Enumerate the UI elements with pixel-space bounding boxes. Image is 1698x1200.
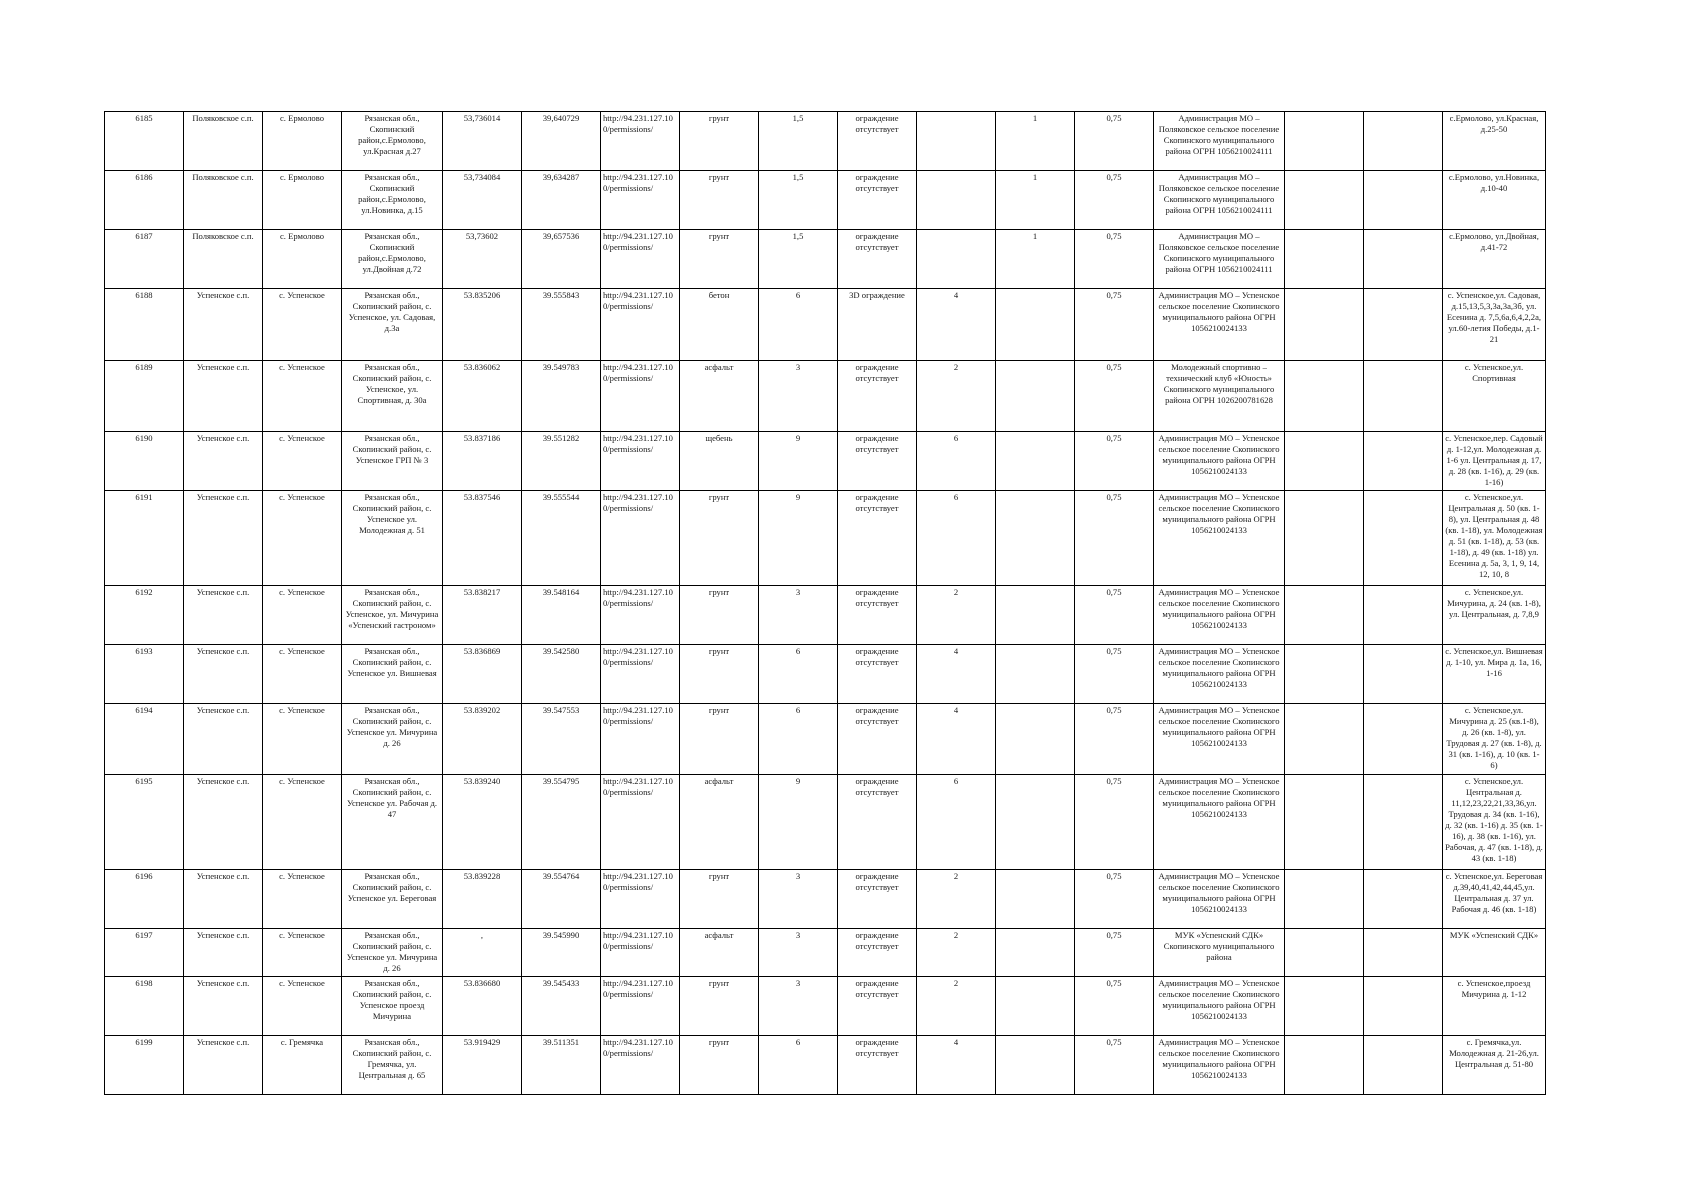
container-volume-cell: 0,75: [1075, 929, 1154, 977]
container-volume-cell: 0,75: [1075, 112, 1154, 171]
latitude-cell: 53,736014: [443, 112, 522, 171]
waste-sources-cell: с. Успенское,ул. Вишневая д. 1-10, ул. Мира д. 1а, 16, 1-16: [1443, 645, 1546, 704]
waste-sources-cell: с.Ермолово, ул.Красная, д.25-50: [1443, 112, 1546, 171]
owner-cell: Администрация МО – Успенское сельское поселение Скопинского муниципального района ОГРН 1056210024133: [1154, 704, 1285, 775]
fence-cell: ограждение отсутствует: [838, 112, 917, 171]
table-row: [105, 230, 1546, 289]
containers-count-cell: [917, 171, 996, 230]
settlement-cell: Поляковское с.п.: [184, 112, 263, 171]
locality-cell: с. Успенское: [263, 929, 342, 977]
address-cell: Рязанская обл., Скопинский район, с. Успенское, ул. Мичурина «Успенский гастроном»: [342, 586, 443, 645]
containers-count-cell: 6: [917, 432, 996, 491]
container-volume-cell: 0,75: [1075, 361, 1154, 432]
container-volume-cell: 0,75: [1075, 775, 1154, 870]
area-cell: 9: [759, 432, 838, 491]
waste-sources-cell: МУК «Успенский СДК»: [1443, 929, 1546, 977]
owner-cell: Администрация МО – Успенское сельское поселение Скопинского муниципального района ОГРН 1056210024133: [1154, 1036, 1285, 1095]
locality-cell: с. Успенское: [263, 870, 342, 929]
surface-cell: бетон: [680, 289, 759, 361]
longitude-cell: 39,634287: [522, 171, 601, 230]
settlement-cell: Поляковское с.п.: [184, 230, 263, 289]
locality-cell: с. Ермолово: [263, 230, 342, 289]
longitude-cell: 39,657536: [522, 230, 601, 289]
row-number: 6191: [105, 491, 184, 586]
locality-cell: с. Успенское: [263, 645, 342, 704]
owner-cell: Администрация МО – Поляковское сельское поселение Скопинского муниципального района ОГРН 1056210024111: [1154, 230, 1285, 289]
containers-extra-cell: [996, 289, 1075, 361]
empty-cell: [1364, 977, 1443, 1036]
waste-sources-cell: с. Успенское,ул. Береговая д.39,40,41,42,44,45,ул. Центральная д. 37 ул. Рабочая д. 46 (кв. 1-18): [1443, 870, 1546, 929]
area-cell: 3: [759, 361, 838, 432]
locality-cell: с. Успенское: [263, 704, 342, 775]
owner-cell: Администрация МО – Успенское сельское поселение Скопинского муниципального района ОГРН 1056210024133: [1154, 491, 1285, 586]
fence-cell: ограждение отсутствует: [838, 432, 917, 491]
longitude-cell: 39.554795: [522, 775, 601, 870]
waste-sources-cell: с. Успенское,ул. Центральная д. 50 (кв. 1-8), ул. Центральная д. 48 (кв. 1-18), ул. Молодежная д. 51 (кв. 1-18), д. 53 (кв. 1-18), д. 49 (кв. 1-18) ул. Есенина д. 5а, 3, 1, 9, 14, 12, 10, 8: [1443, 491, 1546, 586]
surface-cell: асфальт: [680, 361, 759, 432]
address-cell: Рязанская обл., Скопинский район, с. Успенское ГРП № 3: [342, 432, 443, 491]
settlement-cell: Успенское с.п.: [184, 361, 263, 432]
container-volume-cell: 0,75: [1075, 289, 1154, 361]
longitude-cell: 39.547553: [522, 704, 601, 775]
permissions-url-cell: http://94.231.127.100/permissions/: [601, 870, 680, 929]
owner-cell: Администрация МО – Успенское сельское поселение Скопинского муниципального района ОГРН 1056210024133: [1154, 432, 1285, 491]
settlement-cell: Успенское с.п.: [184, 645, 263, 704]
row-number: 6185: [105, 112, 184, 171]
containers-extra-cell: [996, 645, 1075, 704]
permissions-url-cell: http://94.231.127.100/permissions/: [601, 775, 680, 870]
empty-cell: [1285, 230, 1364, 289]
address-cell: Рязанская обл., Скопинский район,с.Ермолово, ул.Новинка, д.15: [342, 171, 443, 230]
settlement-cell: Успенское с.п.: [184, 491, 263, 586]
fence-cell: ограждение отсутствует: [838, 1036, 917, 1095]
table-row: [105, 929, 1546, 977]
waste-sources-cell: с.Ермолово, ул.Двойная, д.41-72: [1443, 230, 1546, 289]
longitude-cell: 39,640729: [522, 112, 601, 171]
containers-extra-cell: 1: [996, 230, 1075, 289]
address-cell: Рязанская обл., Скопинский район, с. Успенское ул. Молодежная д. 51: [342, 491, 443, 586]
locality-cell: с. Гремячка: [263, 1036, 342, 1095]
owner-cell: МУК «Успенский СДК» Скопинского муниципального района: [1154, 929, 1285, 977]
surface-cell: грунт: [680, 230, 759, 289]
latitude-cell: 53.838217: [443, 586, 522, 645]
settlement-cell: Успенское с.п.: [184, 704, 263, 775]
latitude-cell: 53,734084: [443, 171, 522, 230]
empty-cell: [1285, 929, 1364, 977]
row-number: 6197: [105, 929, 184, 977]
empty-cell: [1285, 775, 1364, 870]
permissions-url-cell: http://94.231.127.100/permissions/: [601, 289, 680, 361]
longitude-cell: 39.555843: [522, 289, 601, 361]
containers-count-cell: 2: [917, 977, 996, 1036]
area-cell: 9: [759, 775, 838, 870]
empty-cell: [1364, 289, 1443, 361]
address-cell: Рязанская обл., Скопинский район, с. Успенское, ул. Спортивная, д. 30а: [342, 361, 443, 432]
containers-count-cell: 4: [917, 289, 996, 361]
containers-count-cell: 2: [917, 929, 996, 977]
permissions-url-cell: http://94.231.127.100/permissions/: [601, 929, 680, 977]
settlement-cell: Успенское с.п.: [184, 977, 263, 1036]
locality-cell: с. Успенское: [263, 977, 342, 1036]
table-row: [105, 870, 1546, 929]
fence-cell: 3D ограждение: [838, 289, 917, 361]
waste-sources-cell: с. Успенское,ул. Мичурина д. 25 (кв.1-8), д. 26 (кв. 1-8), ул. Трудовая д. 27 (кв. 1-8), д. 31 (кв. 1-16), д. 10 (кв. 1-6): [1443, 704, 1546, 775]
surface-cell: грунт: [680, 1036, 759, 1095]
latitude-cell: 53.836062: [443, 361, 522, 432]
row-number: 6194: [105, 704, 184, 775]
empty-cell: [1285, 171, 1364, 230]
area-cell: 3: [759, 929, 838, 977]
container-volume-cell: 0,75: [1075, 704, 1154, 775]
permissions-url-cell: http://94.231.127.100/permissions/: [601, 171, 680, 230]
fence-cell: ограждение отсутствует: [838, 361, 917, 432]
fence-cell: ограждение отсутствует: [838, 171, 917, 230]
settlement-cell: Успенское с.п.: [184, 432, 263, 491]
surface-cell: грунт: [680, 645, 759, 704]
container-volume-cell: 0,75: [1075, 491, 1154, 586]
permissions-url-cell: http://94.231.127.100/permissions/: [601, 977, 680, 1036]
table-row: [105, 171, 1546, 230]
table-row: [105, 645, 1546, 704]
containers-extra-cell: [996, 361, 1075, 432]
longitude-cell: 39.545990: [522, 929, 601, 977]
address-cell: Рязанская обл., Скопинский район,с.Ермолово, ул.Двойная д.72: [342, 230, 443, 289]
row-number: 6187: [105, 230, 184, 289]
empty-cell: [1285, 977, 1364, 1036]
permissions-url-cell: http://94.231.127.100/permissions/: [601, 645, 680, 704]
table-row: [105, 977, 1546, 1036]
permissions-url-cell: http://94.231.127.100/permissions/: [601, 432, 680, 491]
owner-cell: Администрация МО – Поляковское сельское поселение Скопинского муниципального района ОГРН 1056210024111: [1154, 171, 1285, 230]
empty-cell: [1364, 361, 1443, 432]
table-row: [105, 1036, 1546, 1095]
empty-cell: [1285, 586, 1364, 645]
owner-cell: Администрация МО – Успенское сельское поселение Скопинского муниципального района ОГРН 1056210024133: [1154, 870, 1285, 929]
table-row: [105, 361, 1546, 432]
empty-cell: [1364, 775, 1443, 870]
row-number: 6199: [105, 1036, 184, 1095]
area-cell: 6: [759, 645, 838, 704]
fence-cell: ограждение отсутствует: [838, 230, 917, 289]
address-cell: Рязанская обл., Скопинский район, с. Успенское ул. Мичурина д. 26: [342, 704, 443, 775]
row-number: 6198: [105, 977, 184, 1036]
empty-cell: [1364, 929, 1443, 977]
surface-cell: грунт: [680, 977, 759, 1036]
table-row: [105, 432, 1546, 491]
containers-count-cell: 4: [917, 1036, 996, 1095]
settlement-cell: Успенское с.п.: [184, 775, 263, 870]
fence-cell: ограждение отсутствует: [838, 977, 917, 1036]
area-cell: 6: [759, 289, 838, 361]
containers-count-cell: [917, 230, 996, 289]
settlement-cell: Поляковское с.п.: [184, 171, 263, 230]
permissions-url-cell: http://94.231.127.100/permissions/: [601, 230, 680, 289]
empty-cell: [1364, 491, 1443, 586]
waste-sources-cell: с. Успенское,ул. Центральная д. 11,12,23,22,21,33,36,ул. Трудовая д. 34 (кв. 1-16), д. 32 (кв. 1-16) д. 35 (кв. 1-16), д. 38 (кв. 1-16), ул. Рабочая, д. 47 (кв. 1-18), д. 43 (кв. 1-18): [1443, 775, 1546, 870]
longitude-cell: 39.548164: [522, 586, 601, 645]
owner-cell: Администрация МО – Успенское сельское поселение Скопинского муниципального района ОГРН 1056210024133: [1154, 586, 1285, 645]
containers-extra-cell: [996, 870, 1075, 929]
surface-cell: грунт: [680, 171, 759, 230]
containers-count-cell: 4: [917, 645, 996, 704]
table-row: [105, 704, 1546, 775]
container-volume-cell: 0,75: [1075, 171, 1154, 230]
empty-cell: [1285, 1036, 1364, 1095]
fence-cell: ограждение отсутствует: [838, 586, 917, 645]
empty-cell: [1285, 491, 1364, 586]
waste-sources-cell: с. Успенское,ул. Мичурина, д. 24 (кв. 1-8), ул. Центральная, д. 7,8,9: [1443, 586, 1546, 645]
row-number: 6189: [105, 361, 184, 432]
container-volume-cell: 0,75: [1075, 230, 1154, 289]
empty-cell: [1364, 645, 1443, 704]
containers-count-cell: 6: [917, 775, 996, 870]
owner-cell: Администрация МО – Поляковское сельское поселение Скопинского муниципального района ОГРН 1056210024111: [1154, 112, 1285, 171]
empty-cell: [1364, 171, 1443, 230]
address-cell: Рязанская обл., Скопинский район, с. Успенское ул. Рабочая д. 47: [342, 775, 443, 870]
longitude-cell: 39.549783: [522, 361, 601, 432]
locality-cell: с. Успенское: [263, 491, 342, 586]
permissions-url-cell: http://94.231.127.100/permissions/: [601, 586, 680, 645]
locality-cell: с. Успенское: [263, 432, 342, 491]
locality-cell: с. Успенское: [263, 289, 342, 361]
containers-extra-cell: 1: [996, 171, 1075, 230]
empty-cell: [1285, 645, 1364, 704]
waste-sources-cell: с. Успенское,пер. Садовый д. 1-12,ул. Молодежная д. 1-6 ул. Центральная д. 17, д. 28 (кв. 1-16), д. 29 (кв. 1-16): [1443, 432, 1546, 491]
surface-cell: грунт: [680, 491, 759, 586]
containers-count-cell: 4: [917, 704, 996, 775]
empty-cell: [1285, 289, 1364, 361]
longitude-cell: 39.554764: [522, 870, 601, 929]
containers-extra-cell: [996, 929, 1075, 977]
container-volume-cell: 0,75: [1075, 1036, 1154, 1095]
waste-sources-cell: с.Ермолово, ул.Новинка, д.10-40: [1443, 171, 1546, 230]
permissions-url-cell: http://94.231.127.100/permissions/: [601, 112, 680, 171]
settlement-cell: Успенское с.п.: [184, 586, 263, 645]
table-row: [105, 586, 1546, 645]
area-cell: 3: [759, 977, 838, 1036]
empty-cell: [1285, 112, 1364, 171]
empty-cell: [1285, 704, 1364, 775]
locality-cell: с. Успенское: [263, 586, 342, 645]
waste-sources-cell: с. Успенское,проезд Мичурина д. 1-12: [1443, 977, 1546, 1036]
address-cell: Рязанская обл., Скопинский район, с. Успенское ул. Вишневая: [342, 645, 443, 704]
latitude-cell: 53.839240: [443, 775, 522, 870]
surface-cell: асфальт: [680, 775, 759, 870]
latitude-cell: 53.836680: [443, 977, 522, 1036]
row-number: 6195: [105, 775, 184, 870]
latitude-cell: 53,73602: [443, 230, 522, 289]
surface-cell: щебень: [680, 432, 759, 491]
longitude-cell: 39.555544: [522, 491, 601, 586]
area-cell: 1,5: [759, 171, 838, 230]
permissions-url-cell: http://94.231.127.100/permissions/: [601, 704, 680, 775]
containers-count-cell: 2: [917, 870, 996, 929]
latitude-cell: 53.919429: [443, 1036, 522, 1095]
latitude-cell: 53.836869: [443, 645, 522, 704]
row-number: 6186: [105, 171, 184, 230]
table-row: [105, 112, 1546, 171]
empty-cell: [1285, 432, 1364, 491]
empty-cell: [1364, 704, 1443, 775]
containers-extra-cell: [996, 491, 1075, 586]
address-cell: Рязанская обл., Скопинский район,с.Ермолово, ул.Красная д.27: [342, 112, 443, 171]
owner-cell: Администрация МО – Успенское сельское поселение Скопинского муниципального района ОГРН 1056210024133: [1154, 977, 1285, 1036]
area-cell: 9: [759, 491, 838, 586]
fence-cell: ограждение отсутствует: [838, 929, 917, 977]
owner-cell: Молодежный спортивно – технический клуб «Юность» Скопинского муниципального района ОГРН 1026200781628: [1154, 361, 1285, 432]
empty-cell: [1364, 112, 1443, 171]
address-cell: Рязанская обл., Скопинский район, с. Успенское ул. Береговая: [342, 870, 443, 929]
empty-cell: [1364, 432, 1443, 491]
latitude-cell: 53.835206: [443, 289, 522, 361]
latitude-cell: 53.839228: [443, 870, 522, 929]
containers-count-cell: 2: [917, 361, 996, 432]
container-volume-cell: 0,75: [1075, 977, 1154, 1036]
owner-cell: Администрация МО – Успенское сельское поселение Скопинского муниципального района ОГРН 1056210024133: [1154, 775, 1285, 870]
permissions-url-cell: http://94.231.127.100/permissions/: [601, 361, 680, 432]
longitude-cell: 39.511351: [522, 1036, 601, 1095]
area-cell: 6: [759, 704, 838, 775]
empty-cell: [1285, 870, 1364, 929]
address-cell: Рязанская обл., Скопинский район, с. Гремячка, ул. Центральная д. 65: [342, 1036, 443, 1095]
area-cell: 6: [759, 1036, 838, 1095]
containers-extra-cell: [996, 1036, 1075, 1095]
longitude-cell: 39.545433: [522, 977, 601, 1036]
permissions-url-cell: http://94.231.127.100/permissions/: [601, 491, 680, 586]
row-number: 6193: [105, 645, 184, 704]
empty-cell: [1364, 870, 1443, 929]
row-number: 6192: [105, 586, 184, 645]
latitude-cell: 53.837186: [443, 432, 522, 491]
settlement-cell: Успенское с.п.: [184, 1036, 263, 1095]
empty-cell: [1285, 361, 1364, 432]
table-row: [105, 491, 1546, 586]
surface-cell: грунт: [680, 704, 759, 775]
address-cell: Рязанская обл., Скопинский район, с. Успенское проезд Мичурина: [342, 977, 443, 1036]
table-row: [105, 289, 1546, 361]
table-body: [105, 112, 1546, 1095]
settlement-cell: Успенское с.п.: [184, 289, 263, 361]
fence-cell: ограждение отсутствует: [838, 704, 917, 775]
containers-count-cell: 6: [917, 491, 996, 586]
fence-cell: ограждение отсутствует: [838, 775, 917, 870]
empty-cell: [1364, 586, 1443, 645]
container-volume-cell: 0,75: [1075, 870, 1154, 929]
row-number: 6196: [105, 870, 184, 929]
owner-cell: Администрация МО – Успенское сельское поселение Скопинского муниципального района ОГРН 1056210024133: [1154, 289, 1285, 361]
containers-extra-cell: [996, 704, 1075, 775]
row-number: 6190: [105, 432, 184, 491]
latitude-cell: 53.839202: [443, 704, 522, 775]
surface-cell: грунт: [680, 112, 759, 171]
empty-cell: [1364, 1036, 1443, 1095]
fence-cell: ограждение отсутствует: [838, 870, 917, 929]
table-row: [105, 775, 1546, 870]
waste-sources-cell: с. Успенское,ул. Садовая, д.15,13,5,3,3а,3а,3б, ул. Есенина д. 7,5,6а,6,4,2,2а, ул.60-летия Победы, д.1-21: [1443, 289, 1546, 361]
containers-extra-cell: [996, 775, 1075, 870]
area-cell: 1,5: [759, 112, 838, 171]
waste-sources-cell: с. Успенское,ул. Спортивная: [1443, 361, 1546, 432]
containers-count-cell: 2: [917, 586, 996, 645]
owner-cell: Администрация МО – Успенское сельское поселение Скопинского муниципального района ОГРН 1056210024133: [1154, 645, 1285, 704]
locality-cell: с. Ермолово: [263, 112, 342, 171]
settlement-cell: Успенское с.п.: [184, 929, 263, 977]
area-cell: 3: [759, 586, 838, 645]
row-number: 6188: [105, 289, 184, 361]
container-volume-cell: 0,75: [1075, 432, 1154, 491]
locality-cell: с. Успенское: [263, 775, 342, 870]
surface-cell: грунт: [680, 870, 759, 929]
fence-cell: ограждение отсутствует: [838, 645, 917, 704]
registry-table: [104, 111, 1546, 1095]
container-volume-cell: 0,75: [1075, 645, 1154, 704]
surface-cell: асфальт: [680, 929, 759, 977]
containers-extra-cell: [996, 586, 1075, 645]
locality-cell: с. Ермолово: [263, 171, 342, 230]
fence-cell: ограждение отсутствует: [838, 491, 917, 586]
containers-extra-cell: [996, 977, 1075, 1036]
waste-sources-cell: с. Гремячка,ул. Молодежная д. 21-26,ул. Центральная д. 51-80: [1443, 1036, 1546, 1095]
address-cell: Рязанская обл., Скопинский район, с. Успенское ул. Мичурина д. 26: [342, 929, 443, 977]
longitude-cell: 39.551282: [522, 432, 601, 491]
container-volume-cell: 0,75: [1075, 586, 1154, 645]
containers-count-cell: [917, 112, 996, 171]
surface-cell: грунт: [680, 586, 759, 645]
locality-cell: с. Успенское: [263, 361, 342, 432]
longitude-cell: 39.542580: [522, 645, 601, 704]
latitude-cell: ,: [443, 929, 522, 977]
settlement-cell: Успенское с.п.: [184, 870, 263, 929]
containers-extra-cell: 1: [996, 112, 1075, 171]
area-cell: 1,5: [759, 230, 838, 289]
latitude-cell: 53.837546: [443, 491, 522, 586]
address-cell: Рязанская обл., Скопинский район, с. Успенское, ул. Садовая, д.3а: [342, 289, 443, 361]
containers-extra-cell: [996, 432, 1075, 491]
empty-cell: [1364, 230, 1443, 289]
area-cell: 3: [759, 870, 838, 929]
permissions-url-cell: http://94.231.127.100/permissions/: [601, 1036, 680, 1095]
